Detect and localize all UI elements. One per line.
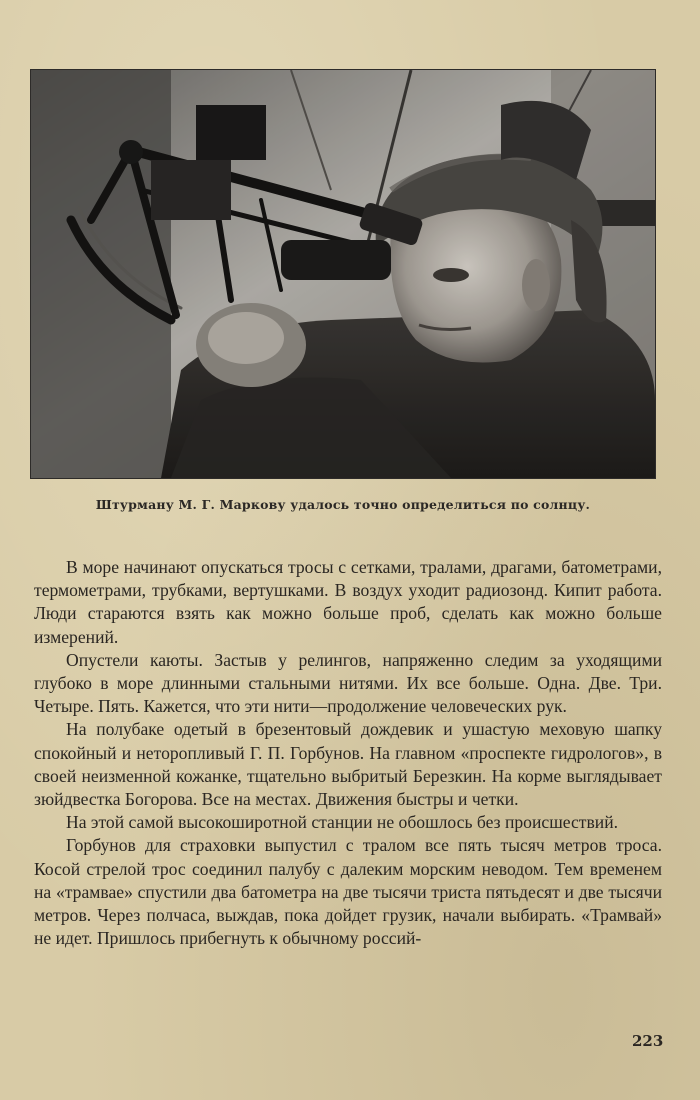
photograph [31, 70, 655, 478]
paragraph: Горбунов для страховки выпустил с тралом все пять тысяч метров троса. Косой стрелой трос соединил палубу с далеким морским неводом. Тем временем на «трамвае» спустили два батометра на две тысячи триста пятьдесят и две тысячи метров. Через полчаса, выждав, пока дойдет грузик, начали выбирать. «Трамвай» не идет. Пришлось прибегнуть к обычному россий- [34, 835, 662, 949]
body-text [34, 556, 662, 950]
paragraph: На полубаке одетый в брезентовый дождевик и ушастую меховую шапку спокойный и неторопливый Г. П. Горбунов. На главном «проспекте гидрологов», в своей неизменной кожанке, тщательно выбритый Березкин. На корме выглядывает зюйдвестка Богорова. Все на местах. Движения быстры и четки. [34, 719, 662, 810]
paragraph: На этой самой высокоширотной станции не обошлось без происшествий. [66, 812, 619, 833]
photo-caption: Штурману М. Г. Маркову удалось точно определиться по солнцу. [95, 497, 591, 512]
page-number: 223 [632, 1032, 664, 1050]
navigator-photo-illustration [31, 70, 655, 478]
paragraph: В море начинают опускаться тросы с сетками, тралами, драгами, батометрами, термометрами, трубками, вертушками. В воздух уходит радиозонд. Кипит работа. Люди стараются взять как можно больше проб, сделать как можно больше измерений. [34, 557, 662, 647]
paragraph: Опустели каюты. Застыв у релингов, напряженно следим за уходящими глубоко в море длинными стальными нитями. Их все больше. Одна. Две. Три. Четыре. Пять. Кажется, что эти нити—продолжение человеческих рук. [34, 649, 662, 717]
